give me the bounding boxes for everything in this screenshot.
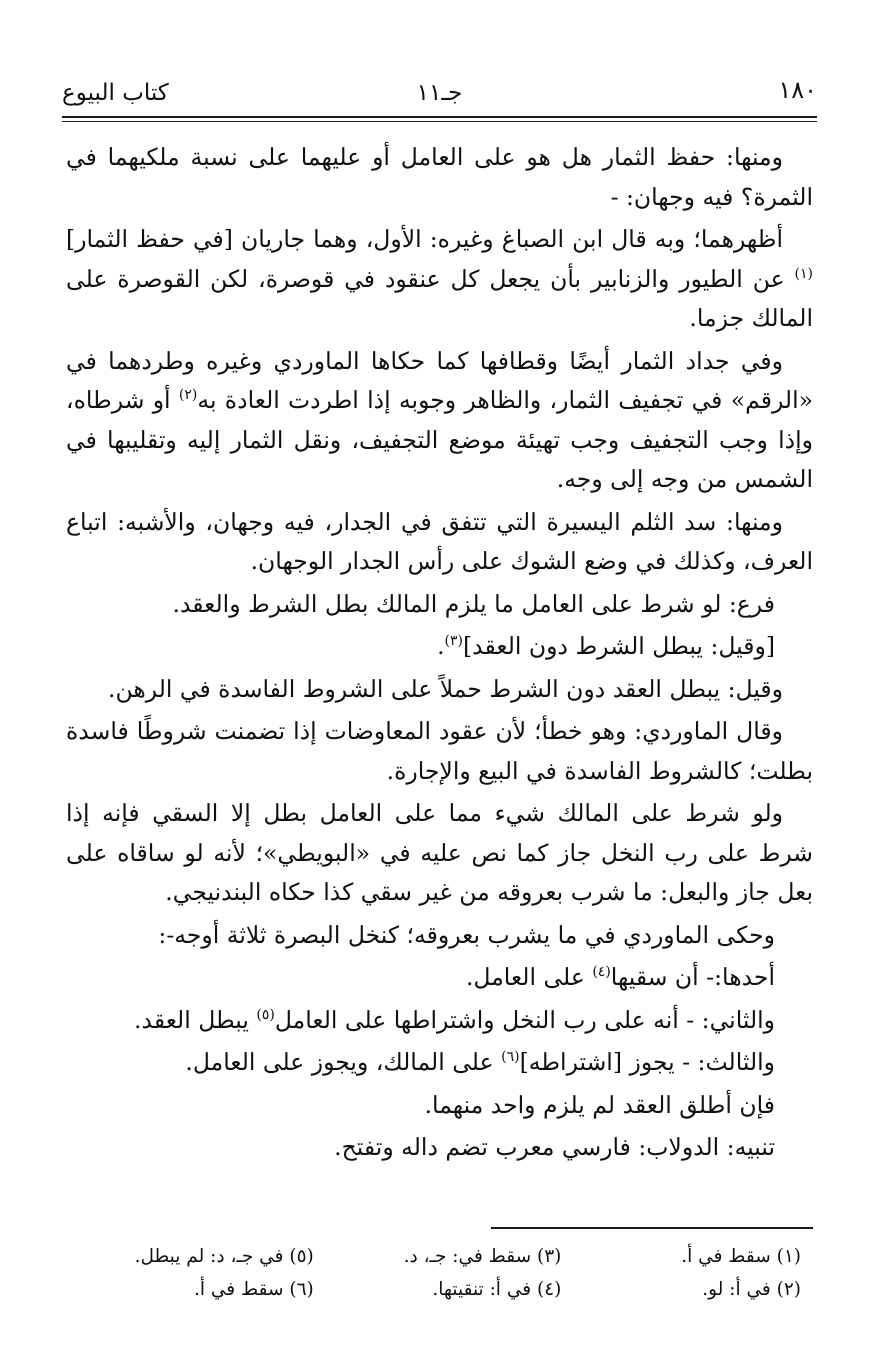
paragraph: أظهرهما؛ وبه قال ابن الصباغ وغيره: الأول، وهما جاريان [في حفظ الثمار]$^{(١)}$ عن الطيور والزنابير بأن يجعل كل عنقود في قوصرة، لكن القوصرة على المالك جزما.: [66, 225, 813, 332]
footnote-row: [66, 1240, 809, 1273]
paragraph: ومنها: سد الثلم اليسيرة التي تتفق في الجدار، فيه وجهان، والأشبه: اتباع العرف، وكذلك في وضع الشوك على رأس الجدار الوجهان.: [66, 507, 813, 575]
footnote-ref[interactable]: (٣): [444, 633, 464, 650]
page-number: ١٨٠: [778, 76, 817, 104]
running-head: [62, 70, 817, 110]
paragraph: ومنها: حفظ الثمار هل هو على العامل أو عليهما على نسبة ملكيهما في الثمرة؟ فيه وجهان: -: [66, 143, 813, 211]
footnote-item: (٦) سقط في أ.: [193, 1279, 314, 1300]
paragraph: والثالث: - يجوز [اشتراطه]$^{(٦)}$ على المالك، ويجوز على العامل.: [185, 1048, 775, 1076]
footnote-ref[interactable]: (٢): [178, 387, 198, 404]
footnote-ref[interactable]: (٤): [592, 964, 611, 981]
paragraph: فإن أطلق العقد لم يلزم واحد منهما.: [424, 1090, 775, 1119]
footnote-ref[interactable]: (٦): [501, 1049, 520, 1066]
paragraph: وقيل: يبطل العقد دون الشرط حملاً على الشروط الفاسدة في الرهن.: [108, 674, 783, 703]
paragraph: ولو شرط على المالك شيء مما على العامل بطل إلا السقي فإنه إذا شرط على رب النخل جاز كما نص عليه في «البويطي»؛ لأنه لو ساقاه على بعل جاز والبعل: ما شرب بعروقه من غير سقي كذا حكاه البندنيجي.: [66, 799, 813, 906]
volume-number: جـ١١: [416, 80, 463, 106]
paragraph: [وقيل: يبطل الشرط دون العقد]$^{(٣)}$.: [437, 632, 775, 660]
footnote-row: [66, 1273, 809, 1306]
footnote-item: (٢) في أ: لو.: [702, 1279, 801, 1300]
header-rule: [62, 116, 817, 118]
paragraph: أحدها:- أن سقيها$^{(٤)}$ على العامل.: [465, 963, 775, 991]
paragraph: والثاني: - أنه على رب النخل واشتراطها على العامل$^{(٥)}$ يبطل العقد.: [134, 1005, 775, 1034]
footnotes: [66, 1240, 809, 1306]
paragraph: وحكى الماوردي في ما يشرب بعروقه؛ كنخل البصرة ثلاثة أوجه-:: [158, 920, 775, 949]
footnote-item: (٣) سقط في: جـ، د.: [403, 1246, 562, 1267]
footnote-item: (٥) في جـ، د: لم يبطل.: [134, 1246, 314, 1267]
footnote-rule: [491, 1227, 813, 1229]
paragraph: تنبيه: الدولاب: فارسي معرب تضم داله وتفتح.: [334, 1133, 775, 1161]
footnote-item: (١) سقط في أ.: [681, 1246, 801, 1267]
paragraph: وقال الماوردي: وهو خطأ؛ لأن عقود المعاوضات إذا تضمنت شروطًا فاسدة بطلت؛ كالشروط الفاسدة في البيع والإجارة.: [66, 717, 813, 785]
header-rule-thin: [62, 121, 817, 122]
footnote-item: (٤) في أ: تنقيتها.: [432, 1279, 562, 1300]
book-title: كتاب البيوع: [62, 80, 169, 106]
paragraph: وفي جداد الثمار أيضًا وقطافها كما حكاها الماوردي وغيره وطردهما في «الرقم» في تجفيف الثمار، والظاهر وجوبه إذا اطردت العادة به$^{(٢)}$ أو شرطاه، وإذا وجب التجفيف وجب تهيئة موضع التجفيف، ونقل الثمار إليه وتقليبها في الشمس من وجه إلى وجه.: [66, 346, 813, 493]
paragraph: فرع: لو شرط على العامل ما يلزم المالك بطل الشرط والعقد.: [172, 589, 775, 618]
footnote-ref[interactable]: (٥): [256, 1006, 275, 1023]
footnote-ref[interactable]: (١): [794, 265, 813, 282]
main-text: [66, 138, 813, 1171]
